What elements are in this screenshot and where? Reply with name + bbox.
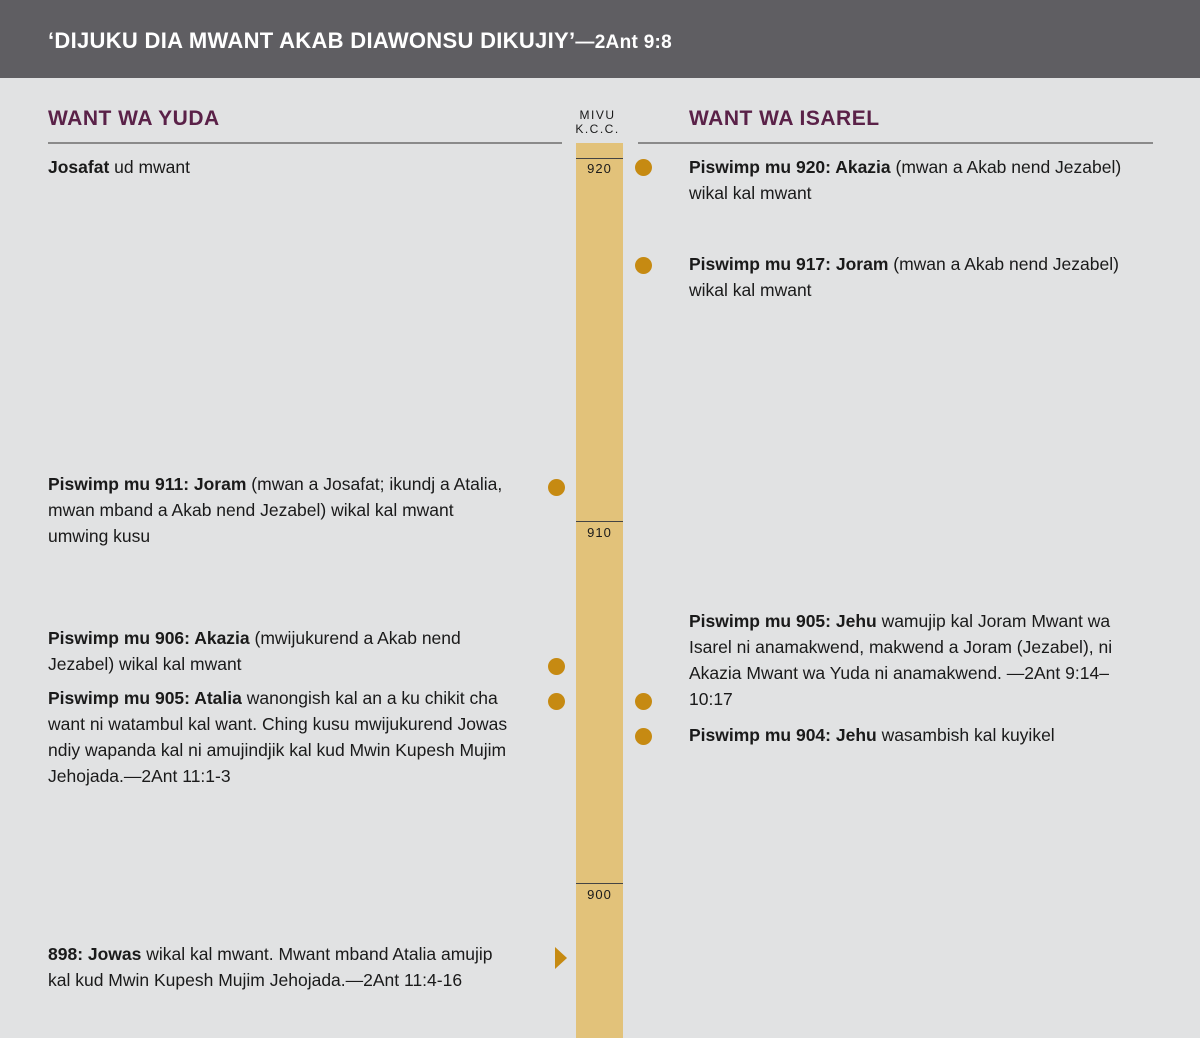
left-entry-bold: Piswimp mu 911: Joram (48, 474, 247, 494)
timeline-caption-line1: MIVU (579, 108, 616, 122)
left-entry-bold: Josafat (48, 157, 110, 177)
marker-dot-joram-917 (635, 257, 652, 274)
title-text: ‘DIJUKU DIA MWANT AKAB DIAWONSU DIKUJIY’ (48, 28, 576, 53)
left-entry-akazia-906 (48, 625, 518, 677)
right-entry-joram-917 (689, 251, 1139, 303)
right-entry-text: wasambish kal kuyikel (876, 725, 1055, 745)
timeline-caption-line2: K.C.C. (575, 122, 620, 136)
left-entry-text: wanongish kal an a ku chikit cha want ni watambul kal want. Ching kusu mwijukurend Jowas ndiy wapanda kal ni amujindjik kal kud Mwin Kupesh Mujim Jehojada.—2Ant 11:1-3 (48, 688, 508, 786)
right-entry-jehu-904 (689, 722, 1139, 748)
left-entry-bold: Piswimp mu 905: Atalia (48, 688, 242, 708)
header-banner (0, 0, 1200, 78)
right-entry-akazia-920 (689, 154, 1139, 206)
timeline-bar (576, 143, 623, 1038)
right-entry-bold: Piswimp mu 920: Akazia (689, 157, 891, 177)
timeline-tick-900 (576, 883, 623, 884)
page-title (48, 28, 672, 54)
right-entry-bold: Piswimp mu 905: Jehu (689, 611, 877, 631)
right-entry-text: (mwan a Akab nend Jezabel) wikal kal mwant (689, 157, 1122, 203)
marker-dot-joram-911 (548, 479, 565, 496)
timeline-tick-910 (576, 521, 623, 522)
left-entry-text: ud mwant (109, 157, 191, 177)
title-reference: —2Ant 9:8 (575, 32, 673, 53)
marker-dot-jehu-905 (635, 693, 652, 710)
timeline-caption (560, 108, 635, 136)
right-entry-text: (mwan a Akab nend Jezabel) wikal kal mwant (689, 254, 1119, 300)
timeline-tick-label-900: 900 (587, 887, 612, 902)
left-entry-text: wikal kal mwant. Mwant mband Atalia amujip kal kud Mwin Kupesh Mujim Jehojada.—2Ant 11:4-16 (48, 944, 493, 990)
marker-arrow-jowas-898 (555, 947, 567, 969)
timeline-tick-920 (576, 158, 623, 159)
timeline-tick-label-910: 910 (587, 525, 612, 540)
left-column-heading: WANT WA YUDA (48, 107, 220, 130)
left-entry-josafat (48, 154, 518, 180)
right-heading-rule (638, 142, 1153, 144)
marker-dot-akazia-906 (548, 658, 565, 675)
left-entry-joram-911 (48, 471, 518, 549)
marker-dot-akazia-920 (635, 159, 652, 176)
timeline-tick-label-920: 920 (587, 161, 612, 176)
left-entry-bold: 898: Jowas (48, 944, 142, 964)
left-heading-rule (48, 142, 562, 144)
right-entry-text: wamujip kal Joram Mwant wa Isarel ni anamakwend, makwend a Joram (Jezabel), ni Akazia Mwant wa Yuda ni anamakwend. —2Ant 9:14–10:17 (689, 611, 1113, 709)
left-entry-text: (mwijukurend a Akab nend Jezabel) wikal kal mwant (48, 628, 461, 674)
right-entry-jehu-905 (689, 608, 1139, 712)
right-entry-bold: Piswimp mu 904: Jehu (689, 725, 877, 745)
left-entry-bold: Piswimp mu 906: Akazia (48, 628, 250, 648)
left-entry-atalia-905 (48, 685, 518, 789)
marker-dot-jehu-904 (635, 728, 652, 745)
left-entry-text: (mwan a Josafat; ikundj a Atalia, mwan mband a Akab nend Jezabel) wikal kal mwant umwing kusu (48, 474, 503, 546)
marker-dot-atalia-905 (548, 693, 565, 710)
right-column-heading: WANT WA ISAREL (689, 107, 880, 130)
right-entry-bold: Piswimp mu 917: Joram (689, 254, 889, 274)
left-entry-jowas-898 (48, 941, 518, 993)
